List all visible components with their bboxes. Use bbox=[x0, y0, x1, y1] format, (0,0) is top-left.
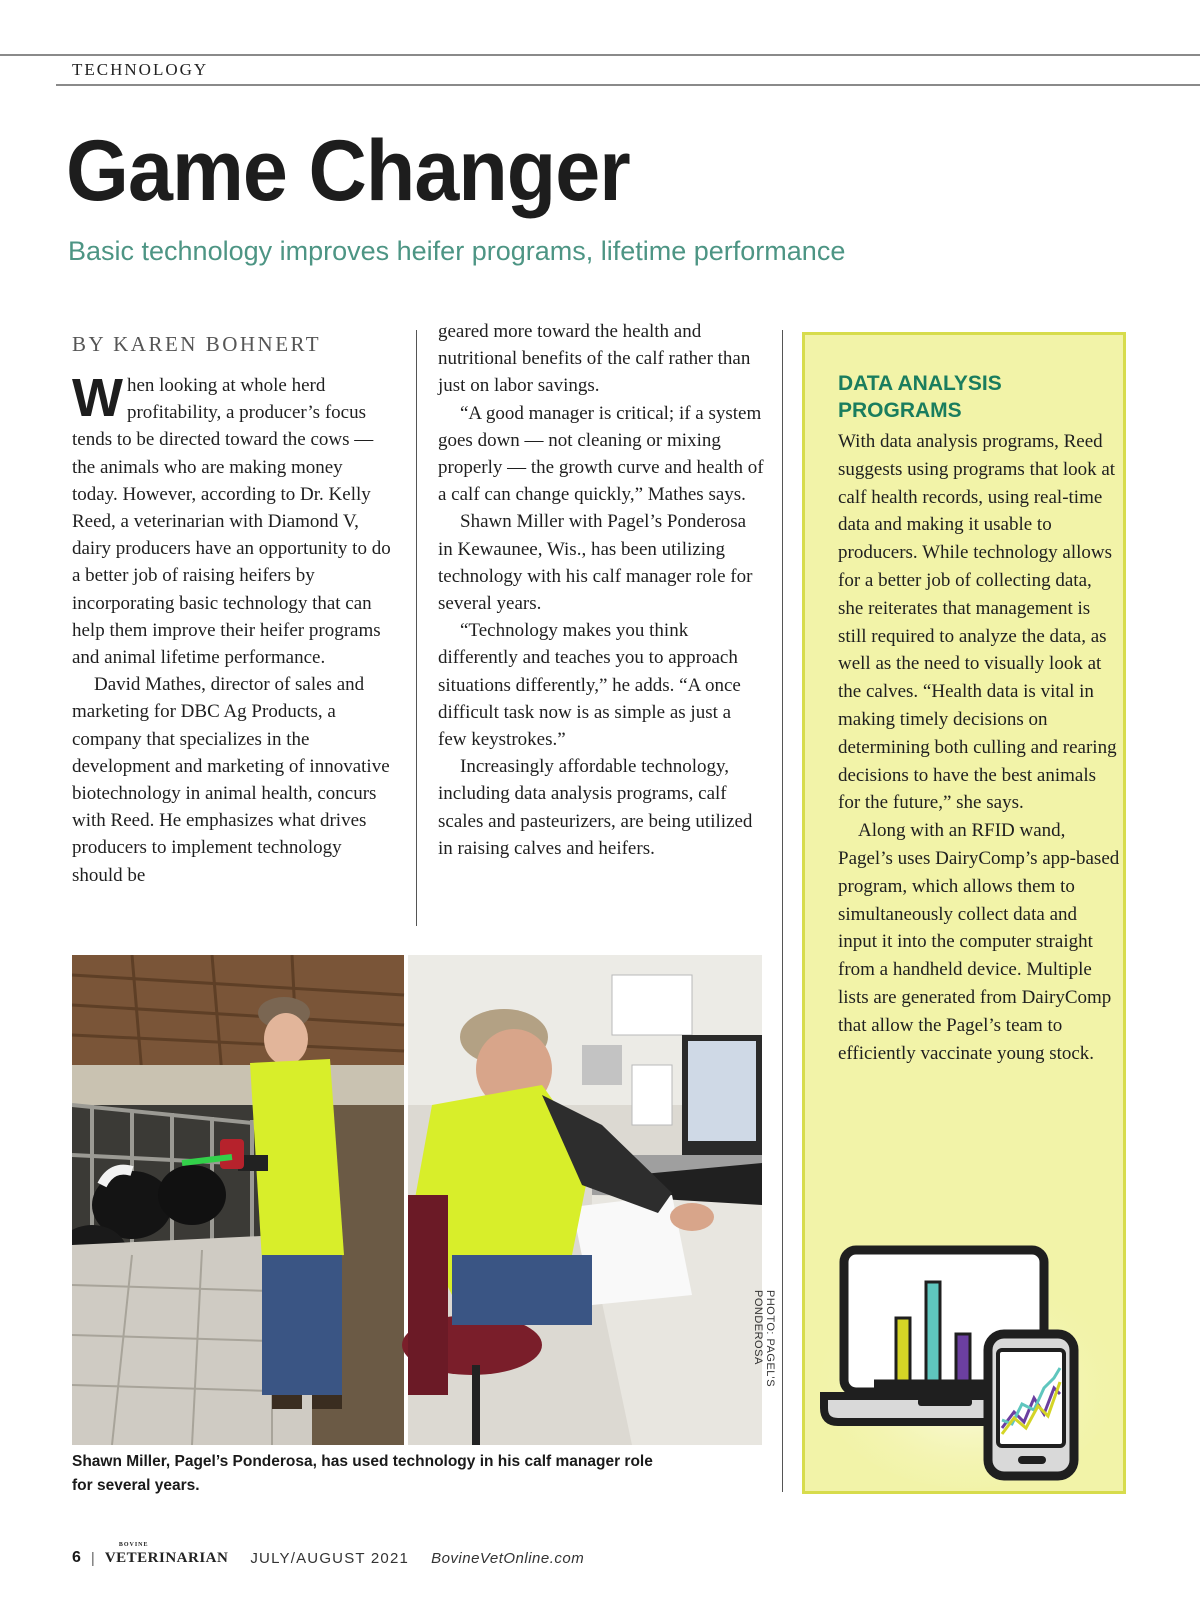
section-rule-top bbox=[0, 54, 1200, 56]
article-headline: Game Changer bbox=[66, 123, 630, 219]
barn-photo bbox=[72, 955, 404, 1445]
page-number: 6 bbox=[72, 1549, 81, 1566]
byline: BY KAREN BOHNERT bbox=[72, 332, 322, 356]
article-dek: Basic technology improves heifer programs, lifetime performance bbox=[68, 236, 846, 266]
section-rule-bottom bbox=[56, 84, 1200, 86]
magazine-logo bbox=[104, 1541, 229, 1567]
issue-date: JULY/AUGUST 2021 bbox=[250, 1549, 410, 1567]
article-column-2 bbox=[438, 318, 764, 862]
body-paragraph bbox=[72, 368, 392, 671]
phone-button bbox=[1018, 1456, 1046, 1464]
magazine-logo-main: VETERINARIAN bbox=[104, 1549, 229, 1566]
laptop-notch bbox=[918, 1398, 972, 1406]
sidebar-title: DATA ANALYSIS PROGRAMS bbox=[838, 372, 1002, 422]
body-text: hen looking at whole herd profitability, a producer’s focus tends to be directed toward the cows — the animals who are making money today. However, according to Dr. Kelly Reed, a veterinarian with Diamond V, dairy producers have an opportunity to do a better job of raising heifers by incorporating basic technology that can help them improve their heifer programs and animal lifetime performance. bbox=[72, 375, 391, 669]
footer bbox=[72, 1541, 585, 1570]
body-paragraph: Shawn Miller with Pagel’s Ponderosa in Kewaunee, Wis., has been utilizing technology with his calf manager role for several years. bbox=[438, 511, 753, 615]
photo-composite bbox=[72, 955, 762, 1445]
photo-credit: PHOTO: PAGEL’S PONDEROSA bbox=[752, 1290, 776, 1388]
body-paragraph: “Technology makes you think differently and teaches you to approach situations differently,” he adds. “A once difficult task now is as simple as just a few keystrokes.” bbox=[438, 620, 741, 751]
footer-separator: | bbox=[90, 1549, 95, 1567]
laptop-phone-analytics-icon bbox=[818, 1238, 1118, 1488]
drop-cap: W bbox=[72, 368, 123, 428]
column-divider-2 bbox=[782, 330, 783, 1492]
chart-bar bbox=[956, 1334, 970, 1382]
sidebar-paragraph: With data analysis programs, Reed suggests using programs that look at calf health records, using real-time data and making it usable to producers. While technology allows for a better job of collecting data, she reiterates that management is still required to analyze the data, as well as the need to visually look at the calves. “Health data is vital in making timely decisions on determining both culling and rearing decisions to have the best animals for the future,” she says. bbox=[838, 431, 1117, 814]
body-paragraph: David Mathes, director of sales and marketing for DBC Ag Products, a company that specializes in the development and marketing of innovative biotechnology in animal health, concurs with Reed. He emphasizes what drives producers to implement technology should be bbox=[72, 674, 390, 886]
body-paragraph: Increasingly affordable technology, including data analysis programs, calf scales and pasteurizers, are being utilized in raising calves and heifers. bbox=[438, 756, 753, 859]
section-label: TECHNOLOGY bbox=[72, 60, 209, 79]
office-photo bbox=[402, 955, 762, 1445]
chart-bar bbox=[926, 1282, 940, 1382]
magazine-logo-small: BOVINE bbox=[118, 1541, 149, 1548]
column-divider bbox=[416, 330, 417, 926]
sidebar-paragraph: Along with an RFID wand, Pagel’s uses DairyComp’s app-based program, which allows them to simultaneously collect data and input it into the computer straight from a handheld device. Multiple lists are generated from DairyComp that allow the Pagel’s team to efficiently vaccinate young stock. bbox=[838, 820, 1120, 1064]
article-column-1 bbox=[72, 368, 392, 889]
website-link[interactable]: BovineVetOnline.com bbox=[431, 1549, 585, 1567]
body-paragraph: “A good manager is critical; if a system goes down — not cleaning or mixing properly — the growth curve and health of a calf can change quickly,” Mathes says. bbox=[438, 402, 764, 506]
body-paragraph: geared more toward the health and nutritional benefits of the calf rather than just on labor savings. bbox=[438, 321, 751, 397]
photo-caption: Shawn Miller, Pagel’s Ponderosa, has used technology in his calf manager role for several years. bbox=[72, 1453, 653, 1494]
sidebar-text bbox=[838, 428, 1120, 1067]
chart-bar bbox=[896, 1318, 910, 1382]
